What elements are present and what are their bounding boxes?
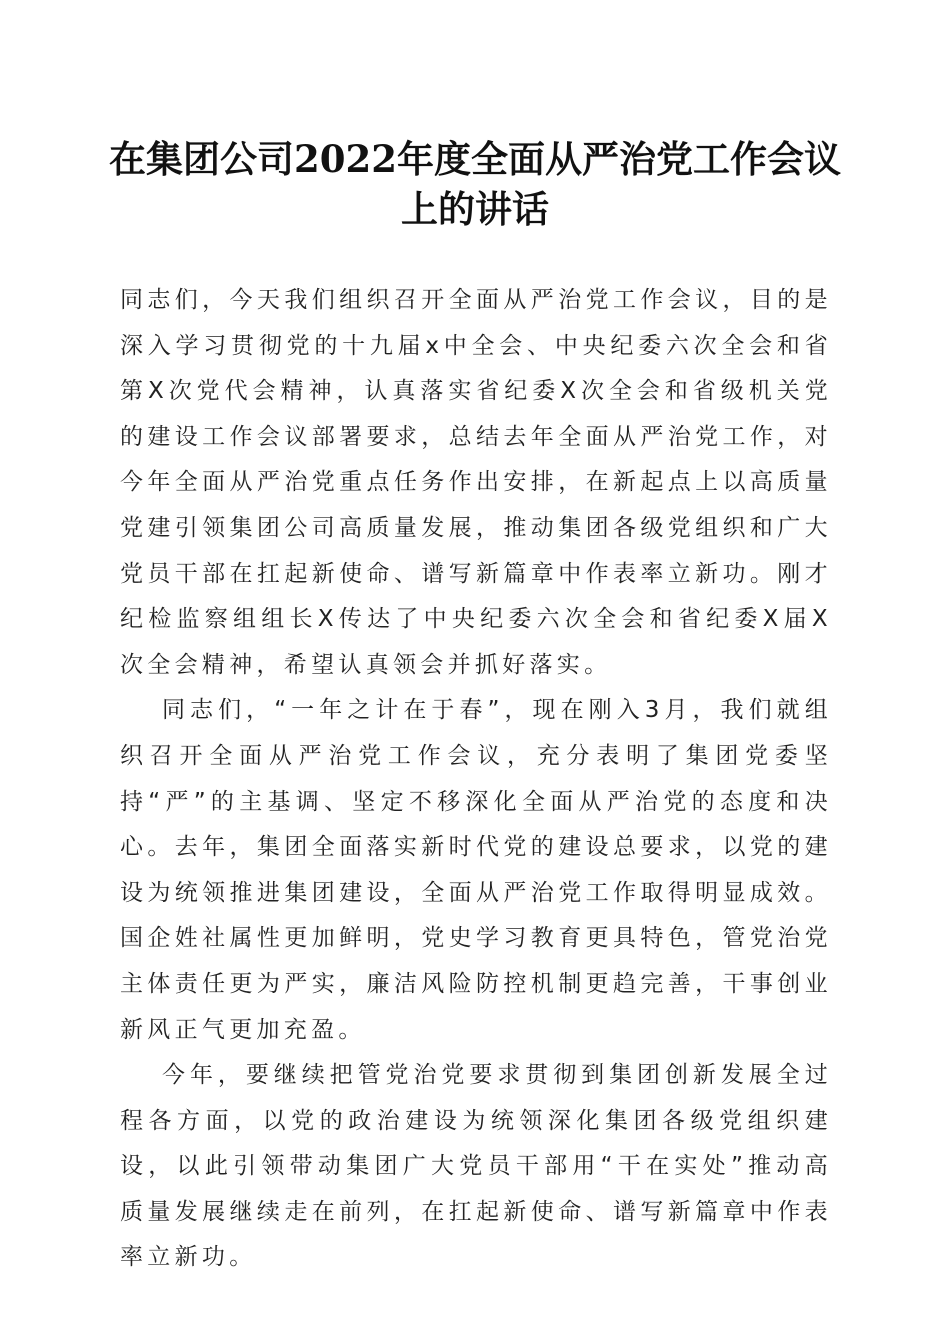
title-line-2: 上的讲话	[401, 187, 549, 231]
paragraph-1: 同志们，今天我们组织召开全面从严治党工作会议，目的是深入学习贯彻党的十九届x中全会、中央纪委六次全会和省第X次党代会精神，认真落实省纪委X次全会和省级机关党的建设工作会议部署要求，总结去年全面从严治党工作，对今年全面从严治党重点任务作出安排，在新起点上以高质量党建引领集团公司高质量发展，推动集团各级党组织和广大党员干部在扛起新使命、谱写新篇章中作表率立新功。刚才纪检监察组组长X传达了中央纪委六次全会和省纪委X届X次全会精神，希望认真领会并抓好落实。	[120, 287, 832, 678]
paragraph-2: 同志们，“一年之计在于春”，现在刚入3月，我们就组织召开全面从严治党工作会议，充分表明了集团党委坚持“严”的主基调、坚定不移深化全面从严治党的态度和决心。去年，集团全面落实新时代党的建设总要求，以党的建设为统领推进集团建设，全面从严治党工作取得明显成效。国企姓社属性更加鲜明，党史学习教育更具特色，管党治党主体责任更为严实，廉洁风险防控机制更趋完善，干事创业新风正气更加充盈。	[120, 697, 832, 1043]
document-body	[120, 278, 832, 1281]
document-title	[0, 134, 950, 234]
title-line-1: 在集团公司2022年度全面从严治党工作会议	[109, 137, 841, 181]
paragraph-3: 今年，要继续把管党治党要求贯彻到集团创新发展全过程各方面，以党的政治建设为统领深化集团各级党组织建设，以此引领带动集团广大党员干部用“干在实处”推动高质量发展继续走在前列，在扛起新使命、谱写新篇章中作表率立新功。	[120, 1062, 832, 1271]
